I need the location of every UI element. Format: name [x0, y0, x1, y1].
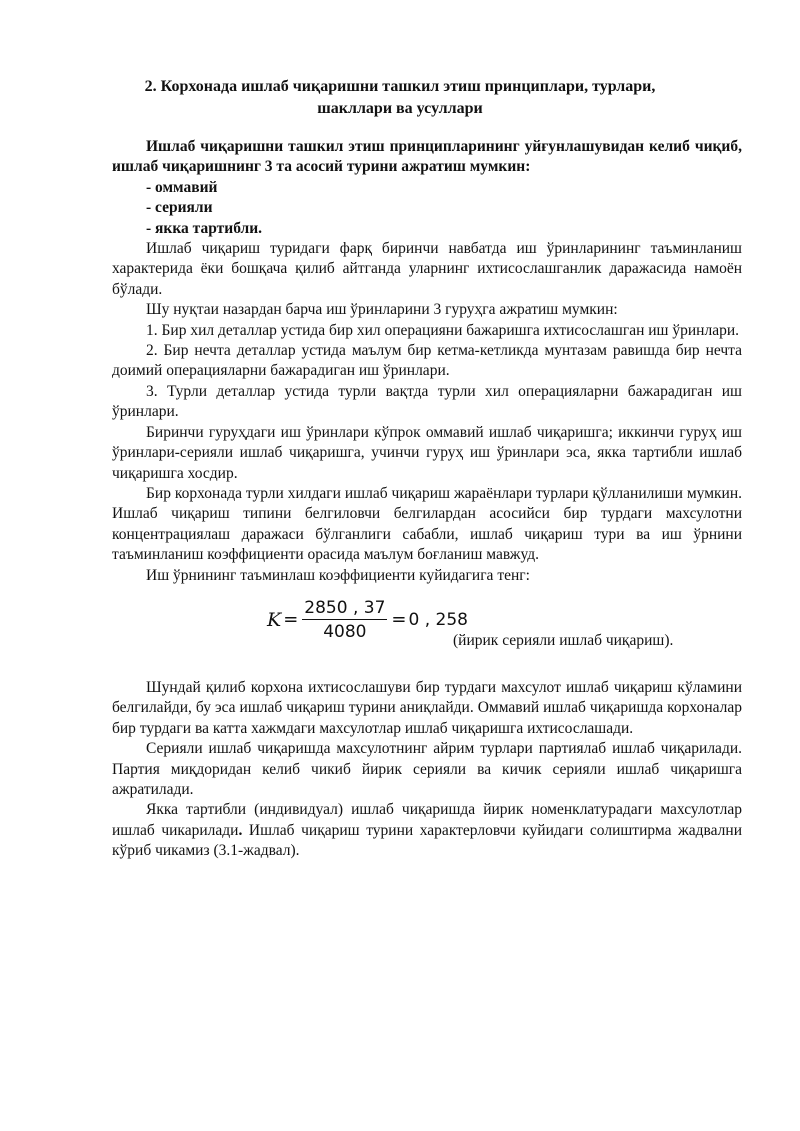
section-title — [120, 76, 680, 120]
group-item-3: 3. Турли деталлар устида турли вақтда турли хил операцияларни бажарадиган иш ўринлари. — [112, 382, 742, 421]
formula-equals-1: = — [283, 608, 299, 630]
section-title-line-1: 2. Корхонада ишлаб чиқаришни ташкил этиш принциплари, турлари, — [144, 78, 656, 95]
formula-denominator: 4080 — [323, 621, 367, 642]
formula-variable: K — [267, 608, 282, 631]
intro-paragraph: Ишлаб чиқаришни ташкил этиш принципларининг уйғунлашувидан келиб чиқиб, ишлаб чиқаришнинг 3 та асосий турини ажратиш мумкин: — [112, 138, 742, 176]
group-item-1: 1. Бир хил деталлар устида бир хил операцияни бажаришга ихтисослашган иш ўринлари. — [146, 321, 739, 339]
type-item-individual: - якка тартибли. — [146, 219, 263, 237]
individual-bold-dot: . — [238, 821, 243, 839]
group-item-2: 2. Бир нечта деталлар устида маълум бир кетма-кетликда мунтазам равишда бир нечта доимий операцияларни бажарадиган иш ўринлари. — [112, 342, 742, 380]
individual-text-1: Якка тартибли (индивидуал) ишлаб чиқаришда йирик номенклатурадаги махсулотлар ишлаб чикарилади — [112, 801, 742, 839]
difference-paragraph: Ишлаб чиқариш туридаги фарқ биринчи навбатда иш ўринларининг таъминланиш характерида ёки бошқача қилиб айтганда уларнинг ихтисослашганлик даражасида намоён бўлади. — [112, 240, 742, 298]
type-item-serial: - серияли — [146, 199, 213, 217]
formula-equals-2: = — [391, 608, 407, 630]
formula-result: 0 , 258 — [408, 609, 468, 630]
processes-paragraph: Бир корхонада турли хилдаги ишлаб чиқариш жараёнлари турлари қўлланилиши мумкин. Ишлаб чиқариш типини белгиловчи белгилардан асосийси бир турдаги махсулотни концентрациялаш даражаси бўлганлиги сабабли, ишлаб чиқариш тури ва иш ўрнини таъминланиш коэффициенти орасида маълум боғланиш мавжуд. — [112, 484, 742, 564]
formula-note: (йирик серияли ишлаб чиқариш). — [453, 631, 674, 649]
groups-paragraph: Шу нуқтаи назардан барча иш ўринларини 3 гуруҳга ажратиш мумкин: — [146, 301, 618, 319]
specialization-paragraph: Шундай қилиб корхона ихтисослашуви бир турдаги махсулот ишлаб чиқариш кўламини белгилайди, бу эса ишлаб чиқариш турини аниқлайди. Оммавий ишлаб чиқаришда корхоналар бир турдаги ва катта хажмдаги махсулотлар ишлаб чиқаришга ихтисослашади. — [112, 678, 742, 737]
individual-text-2: Ишлаб чиқариш турини характерловчи куйидаги солиштирма жадвални кўриб чикамиз (3.1-жадвал). — [112, 821, 742, 860]
individual-paragraph — [112, 800, 742, 861]
coefficient-formula — [267, 596, 468, 644]
formula-numerator: 2850 , 37 — [304, 597, 386, 618]
formula-fraction — [302, 598, 387, 642]
serial-paragraph: Серияли ишлаб чиқаришда махсулотнинг айрим турлари партиялаб ишлаб чиқарилади. Партия миқдоридан келиб чикиб йирик серияли ва кичик серияли ишлаб чиқаришга ажратилади. — [112, 740, 742, 798]
coefficient-paragraph: Иш ўрнининг таъминлаш коэффициенти куйидагига тенг: — [146, 566, 530, 584]
type-item-mass: - оммавий — [146, 178, 218, 196]
formula-block — [112, 596, 742, 660]
section-title-line-2: шакллари ва усуллари — [317, 100, 483, 117]
first-group-paragraph: Биринчи гуруҳдаги иш ўринлари кўпрок оммавий ишлаб чиқаришга; иккинчи гуруҳ иш ўринлари-серияли ишлаб чиқаришга, учинчи гуруҳ иш ўринлари эса, якка тартибли ишлаб чиқаришга хосдир. — [112, 423, 742, 482]
document-body — [112, 137, 742, 862]
